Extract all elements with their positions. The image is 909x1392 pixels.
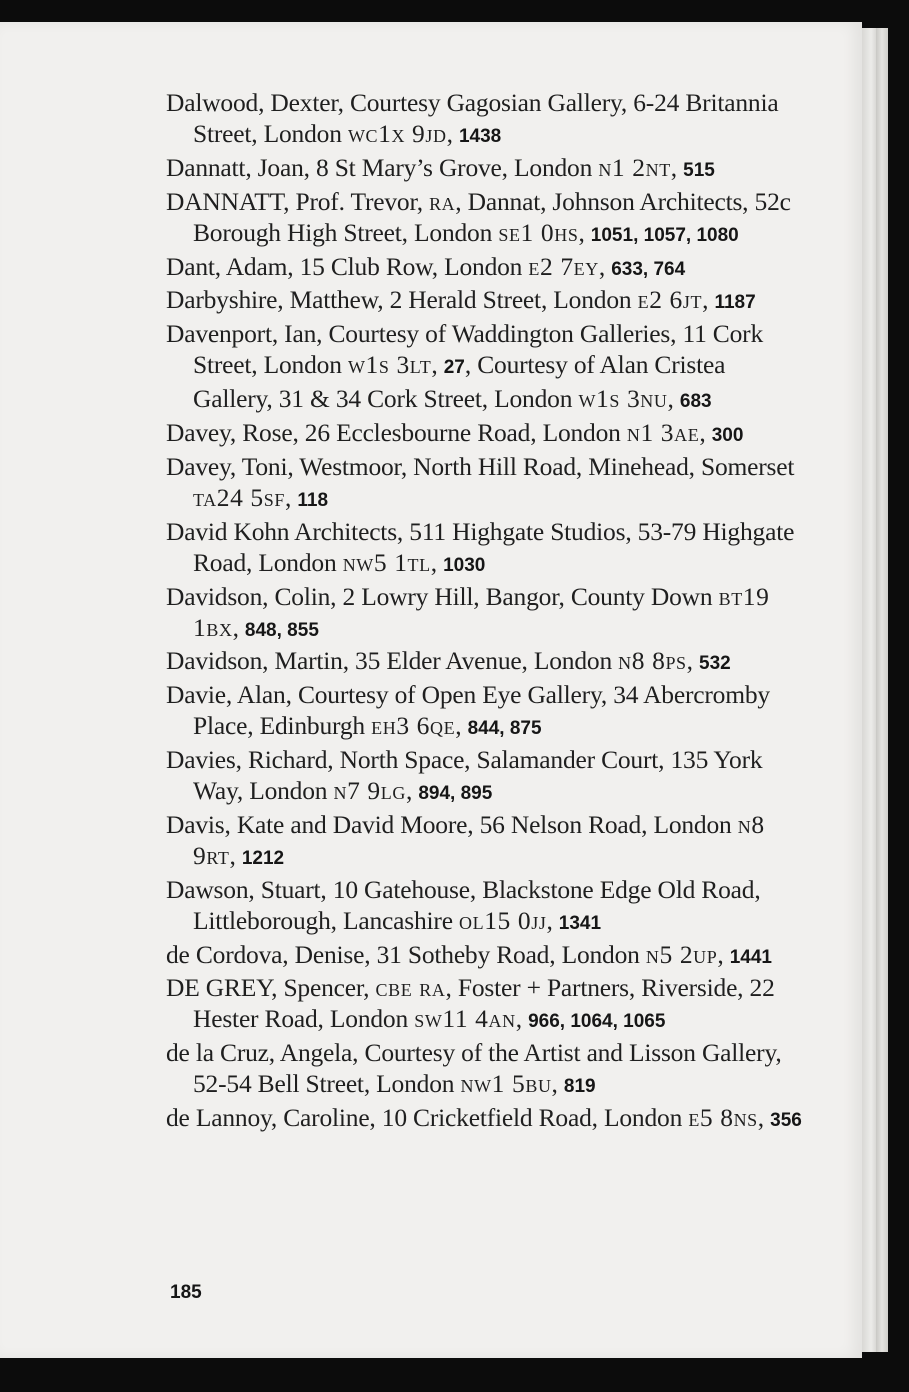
entry-text: , [431,350,444,380]
index-entry [166,88,806,153]
entry-text: , Courtesy of Alan Cristea Gallery, 31 & 34 Cork Street, London [193,350,726,414]
postcode: n8 9rt [193,809,765,870]
entry-text: Dant, Adam, 15 Club Row, London [166,251,529,281]
entry-text: , [699,418,712,448]
entry-text: Dannatt, Joan, 8 St Mary’s Grove, London [166,152,599,182]
entry-text: de la Cruz, Angela, Courtesy of the Artist and Lisson Gallery, 52-54 Bell Street, London [166,1038,782,1099]
page-reference: 848, 855 [244,619,319,641]
postcode: e5 8ns [688,1103,758,1133]
page-reference: 633, 764 [611,258,686,280]
page-reference: 1030 [443,554,486,576]
postcode: nw5 1tl [342,547,431,577]
entry-text: , [578,217,591,247]
entry-text: DE GREY, Spencer, [166,973,376,1003]
entry-text: Davey, Rose, 26 Ecclesbourne Road, London [166,418,627,448]
entry-text: Davis, Kate and David Moore, 56 Nelson Road, London [166,809,738,839]
entry-text: Davidson, Colin, 2 Lowry Hill, Bangor, County Down [166,581,719,611]
index-entry [166,1103,806,1137]
entry-text: DANNATT, Prof. Trevor, [166,186,430,216]
page-reference: 356 [770,1110,802,1132]
index-entry [166,517,806,582]
index-entry [166,810,806,875]
entry-text: de Cordova, Denise, 31 Sotheby Road, London [166,939,646,969]
index-entry [166,745,806,810]
index-entry [166,418,806,452]
page-reference: 1341 [558,912,602,934]
index-entry [166,319,806,418]
entry-text: Davenport, Ian, Courtesy of Waddington Galleries, 11 Cork Street, London [166,319,764,380]
index-entry [166,452,806,517]
entry-text: Dalwood, Dexter, Courtesy Gagosian Gallery, 6-24 Britannia Street, London [166,88,779,148]
postcode: sw11 4an [414,1004,516,1034]
entry-text: , [757,1103,771,1133]
index-entry [166,680,806,745]
postcode: eh3 6qe [371,711,456,741]
index-entry-list [166,88,806,1137]
index-entry [166,973,806,1038]
postcode: ta24 5sf [193,482,285,512]
page-reference: 819 [563,1076,596,1098]
page-reference: 532 [699,653,731,675]
entry-text: Darbyshire, Matthew, 2 Herald Street, London [166,285,638,315]
postcode: nw1 5bu [460,1069,552,1099]
index-entry [166,646,806,680]
postcode: w1s 3lt [347,350,432,380]
entry-text: David Kohn Architects, 511 Highgate Studios, 53-79 Highgate Road, London [166,516,795,577]
postcode: n8 8ps [618,646,687,676]
entry-text: , Foster + Partners, Riverside, 22 Hester Road, London [193,973,775,1034]
entry-text: , [717,939,730,969]
index-entry [166,153,806,187]
postcode: n5 2up [645,939,718,969]
index-entry [166,582,806,647]
page-reference: 966, 1064, 1065 [528,1011,666,1033]
entry-text: Davidson, Martin, 35 Elder Avenue, London [166,646,619,676]
page-reference: 515 [683,159,715,181]
entry-text: , [667,384,680,414]
index-entry [166,187,806,252]
entry-text: Davie, Alan, Courtesy of Open Eye Gallery, 34 Abercromby Place, Edinburgh [166,680,770,741]
postcode: e2 6jt [637,285,703,315]
index-entry [166,252,806,286]
page-reference: 683 [679,391,712,413]
index-entry [166,285,806,319]
entry-text: Davies, Richard, North Space, Salamander Court, 135 York Way, London [166,745,763,806]
entry-text: , [455,711,468,741]
page-reference: 27 [443,357,465,379]
entry-text: , [232,612,245,642]
entry-text: , [551,1069,564,1099]
postcode: wc1x 9jd [347,118,447,148]
page-reference: 1051, 1057, 1080 [590,224,739,246]
entry-text: , [686,646,700,676]
entry-text: , [285,482,298,512]
postcode: n1 3ae [626,418,700,448]
entry-text: , [598,251,612,281]
page-reference: 844, 875 [467,718,542,740]
postcode: e2 7ey [528,251,599,281]
postcode: cbe ra [375,973,446,1003]
index-entry [166,940,806,974]
postcode: n1 2nt [598,152,671,182]
postcode: n7 9lg [333,776,406,806]
entry-text: , [446,118,459,148]
postcode: w1s 3nu [578,384,668,414]
entry-text: de Lannoy, Caroline, 10 Cricketfield Road, London [166,1103,689,1133]
page-reference: 1212 [241,847,285,869]
entry-text: , [546,905,559,935]
page-reference: 1438 [458,125,502,147]
entry-text: , [430,547,444,577]
entry-text: , [702,285,715,315]
postcode: se1 0hs [498,217,579,247]
page-stack-edge-inner [876,28,888,1352]
entry-text: Dawson, Stuart, 10 Gatehouse, Blackstone Edge Old Road, Littleborough, Lancashire [166,874,761,935]
page-reference: 118 [297,489,329,511]
page-reference: 1187 [714,292,756,314]
entry-text: , [229,840,242,870]
entry-text: , [405,776,419,806]
entry-text: , [515,1004,529,1034]
postcode: ol15 0jj [459,905,547,935]
postcode: ra [429,186,456,216]
page-reference: 894, 895 [418,783,493,805]
page-reference: 300 [711,425,744,447]
entry-text: , Dannat, Johnson Architects, 52c Borough High Street, London [193,186,791,247]
postcode: bt19 1bx [193,581,770,642]
entry-text: Davey, Toni, Westmoor, North Hill Road, Minehead, Somerset [166,451,795,481]
page-reference: 1441 [729,946,773,968]
entry-text: , [670,152,684,182]
page-number: 185 [170,1282,202,1303]
index-entry [166,1038,806,1103]
index-entry [166,875,806,940]
